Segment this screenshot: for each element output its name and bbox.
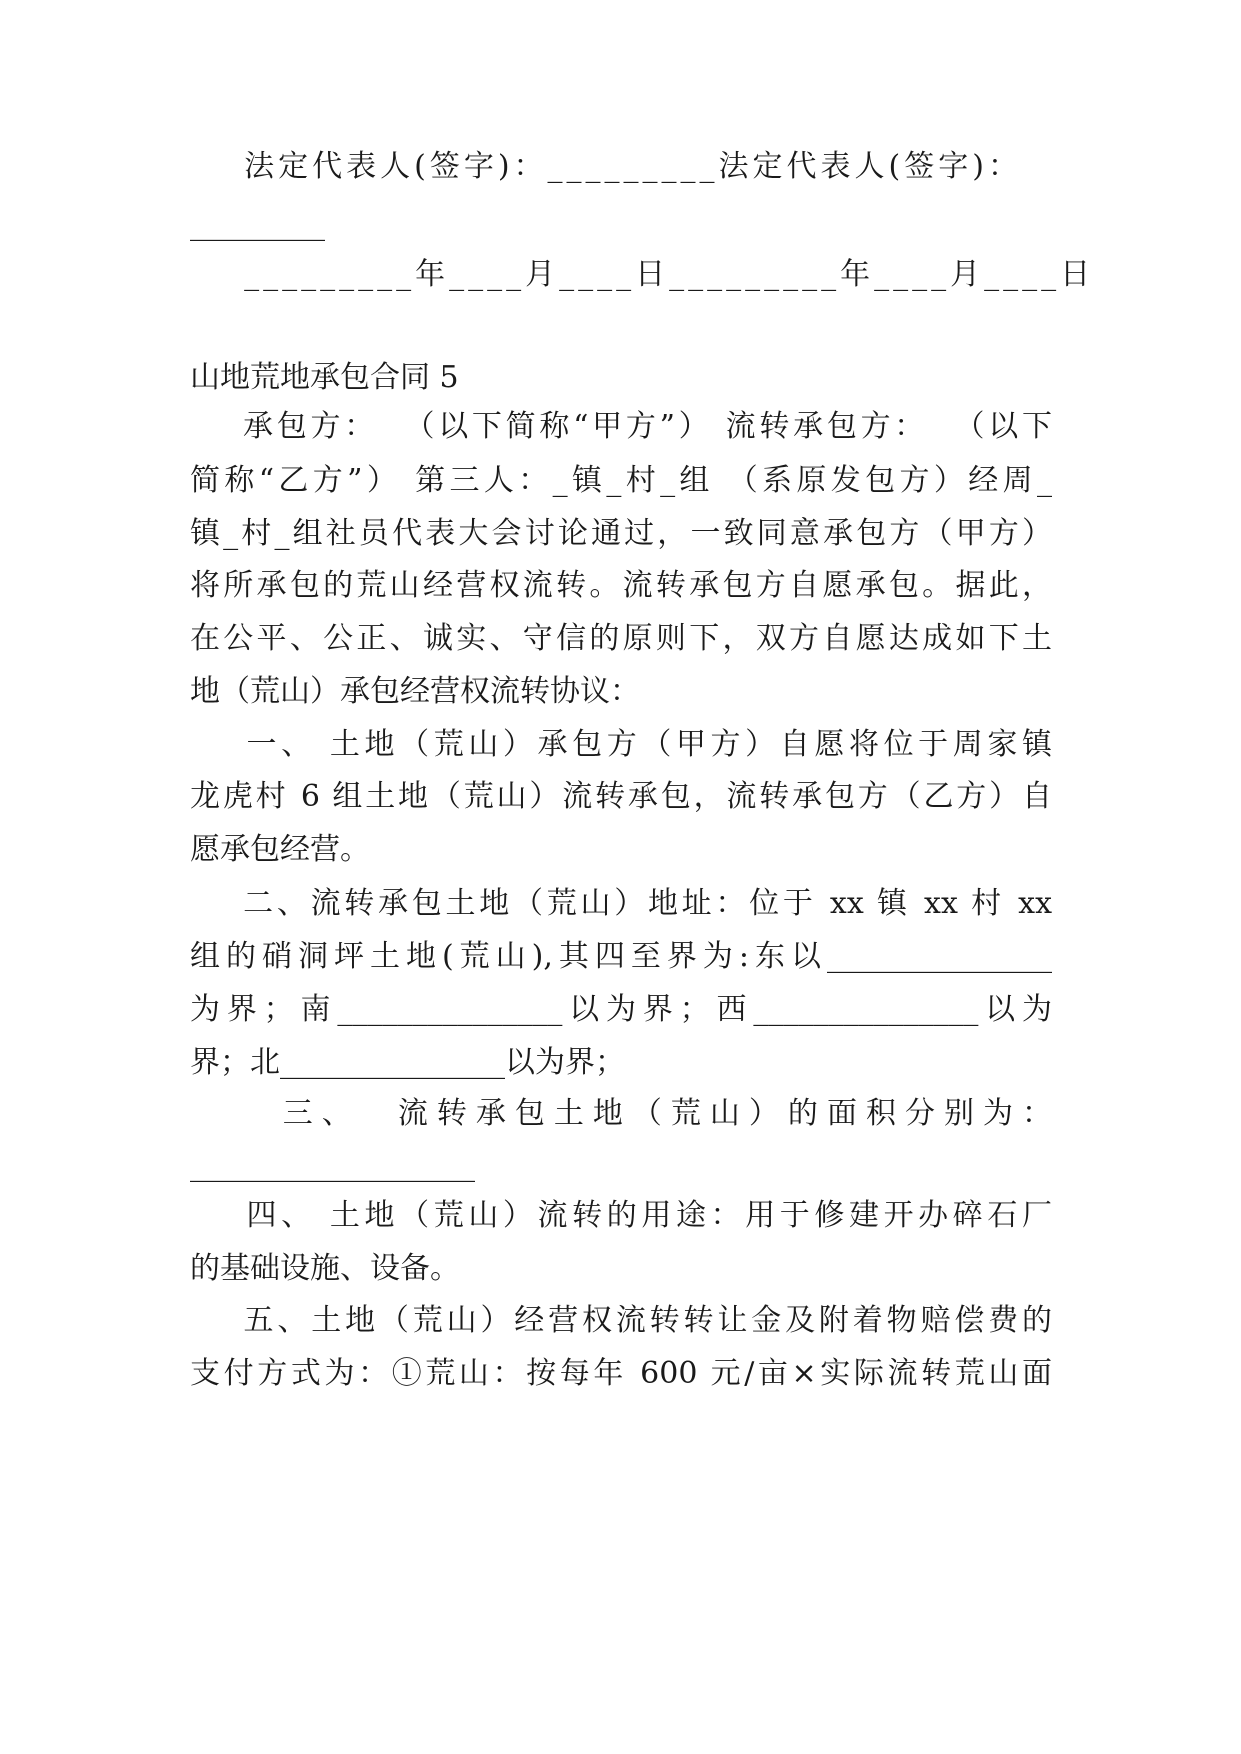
paragraph-line: 将所承包的荒山经营权流转。流转承包方自愿承包。据此， xyxy=(190,568,1052,603)
signature-row: 法定代表人(签字)：_________法定代表人(签字)： xyxy=(190,149,1022,184)
paragraph-line: 为界；南_______________以为界；西_______________以为 xyxy=(190,992,1052,1027)
paragraph-line: 三、 流转承包土地（荒山）的面积分别为： xyxy=(190,1096,1052,1131)
paragraph-line: 支付方式为：①荒山：按每年 600 元/亩×实际流转荒山面 xyxy=(190,1356,1052,1391)
paragraph-line: 镇_村_组社员代表大会讨论通过，一致同意承包方（甲方） xyxy=(190,516,1052,551)
paragraph-line: 组的硝洞坪土地(荒山),其四至界为:东以_______________ xyxy=(190,939,1052,974)
paragraph-line: ___________________ xyxy=(190,1148,475,1183)
paragraph-line: 界；北_______________以为界； xyxy=(190,1045,625,1080)
signature-row-tail: _________ xyxy=(190,207,325,242)
paragraph-line: 的基础设施、设备。 xyxy=(190,1251,460,1286)
paragraph-line: 承包方： （以下简称“甲方”） 流转承包方： （以下 xyxy=(190,409,1052,444)
section-title: 山地荒地承包合同 5 xyxy=(190,360,459,395)
paragraph-line: 二、流转承包土地（荒山）地址：位于 xx 镇 xx 村 xx xyxy=(190,886,1052,921)
paragraph-line: 一、 土地（荒山）承包方（甲方）自愿将位于周家镇 xyxy=(190,727,1052,762)
paragraph-line: 愿承包经营。 xyxy=(190,832,370,867)
paragraph-line: 地（荒山）承包经营权流转协议： xyxy=(190,674,640,709)
paragraph-line: 五、土地（荒山）经营权流转转让金及附着物赔偿费的 xyxy=(190,1303,1052,1338)
paragraph-line: 简称“乙方”） 第三人：_镇_村_组 （系原发包方）经周_ xyxy=(190,463,1052,498)
paragraph-line: 在公平、公正、诚实、守信的原则下，双方自愿达成如下土 xyxy=(190,621,1052,656)
date-row: _________年____月____日_________年____月____日 xyxy=(190,257,1095,292)
paragraph-line: 四、 土地（荒山）流转的用途：用于修建开办碎石厂 xyxy=(190,1198,1052,1233)
paragraph-line: 龙虎村 6 组土地（荒山）流转承包，流转承包方（乙方）自 xyxy=(190,779,1052,814)
